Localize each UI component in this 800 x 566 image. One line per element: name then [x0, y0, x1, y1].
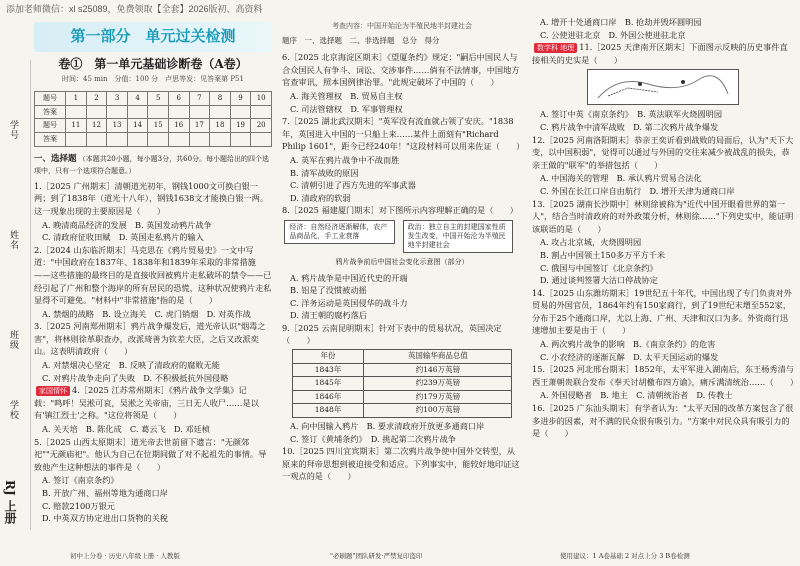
paper-meta: 时间：45 min 分值：100 分 卢思等发：见答案第 P51 [62, 74, 244, 83]
map-icon [588, 70, 738, 104]
table-header: 英国输华商品总值 [364, 350, 512, 364]
trade-table [292, 349, 513, 418]
grid-label: 答案 [35, 105, 66, 119]
footer-right: 使用建议：1 A卷基础 2 对点上分 3 B卷检测 [560, 552, 690, 560]
question-11: 数学科 地理 11.［2025 天津南开区期末］下面图示反映的历史事件直接相关的史实是（ ） [532, 42, 788, 65]
table-row: 1843年 约146万英镑 [292, 363, 512, 377]
options-13: A. 攻占北京城，火烧圆明园 B. 割占中国领土150多万平方千米 C. 俄国与中国签订《北京条约》 D. 通过谈判签署大沽口停战协定 [540, 237, 666, 286]
grid-label: 题号 [35, 119, 66, 133]
options-9: A. 向中国输入鸦片 B. 要求清政府开放更多通商口岸 C. 签订《黄埔条约》 D. 挑起第二次鸦片战争 [290, 421, 485, 444]
class-label: 班级 [8, 330, 18, 350]
column-3 [532, 16, 799, 441]
question-15: 15.［2025 河北邢台期末］1852年，太平军进入湖南后，东王杨秀清与西王萧朝贵联合发布《奉天讨胡檄布四方谕》，痛斥满清统治……（ ） [532, 364, 799, 387]
figure-box-politics: 政治：独立自主的封建国家性质发生改变，中国开始沦为半殖民地半封建社会 [403, 220, 514, 253]
options-7: A. 英军在鸦片战争中不战而胜 B. 清军战败的原因 C. 清朝引进了西方先进的军事武器 D. 清政府的软弱 [290, 154, 416, 203]
question-8: 8.［2025 福建厦门期末］对下图所示内容理解正确的是（ ） [282, 205, 518, 216]
options-4: A. 关天培 B. 陈化成 C. 葛云飞 D. 邓廷桢 [42, 424, 210, 435]
figure-caption: 鸦片战争前后中国社会变化示意图（部分） [335, 257, 469, 266]
tag-badge: 家国情怀 [36, 386, 70, 396]
topic-band: 考查内容：中国开始沦为半殖民地半封建社会 [332, 22, 472, 30]
question-5: 5.［2025 山西太原期末］道光帝去世前留下遗言："无颜郊祀""无颜庙祀"。他认为自己在位期间做了对不起祖先的事情。导致他产生这种想法的事件是（ ） [34, 436, 267, 472]
table-row: 1846年 约179万英镑 [292, 390, 512, 404]
table-row: 1848年 约100万英镑 [292, 404, 512, 418]
question-13: 13.［2025 湖南长沙期中］林则徐被称为"近代中国开眼看世界的第一人"，结合当时清政府的对外政策分析，林则徐……"下列史实中，能证明该联语的是（ ） [532, 198, 794, 234]
options-5: A. 签订《南京条约》 B. 开放广州、福州等地为通商口岸 C. 赔款2100万银元 D. 中英双方协定进出口货物的关税 [42, 475, 169, 524]
footer-center: "必刷题"团队研发·严禁复印盗印 [330, 552, 423, 560]
column-1 [34, 16, 272, 525]
score-box: 题序 一、选择题 二、非选择题 总分 得分 [282, 35, 440, 45]
question-9: 9.［2025 云南昆明期末］针对下表中的贸易状况，英国决定（ ） [282, 322, 502, 346]
question-3: 3.［2025 河南郑州期末］鸦片战争爆发后，道光帝认识"烟毒之害"，将林则徐革职查办，改派琦善为钦差大臣，之后又改派奕山。这表明清政府（ ） [34, 321, 266, 357]
options-3: A. 对禁烟决心坚定 B. 反映了清政府的腐败无能 C. 对鸦片战争走向了失败 D. 不积极抵抗外国侵略 [42, 360, 229, 383]
name-label: 姓名 [8, 230, 18, 250]
options-2: A. 禁烟的战略 B. 设立海关 C. 虎门销烟 D. 对英作战 [42, 308, 251, 319]
question-2: 2.［2024 山东临沂期末］马克思在《鸦片贸易史》一文中写道："中国政府在1837年、1838年和1839年采取的非常措施——这些措施的最终目的是直接收回被鸦片走私破坏的禁令——已经引起了广州和整个海岸的所有居民的恐慌，这种状况使鸦片走私显得不可避免。"材料中"非常措施"指的是（ ） [34, 244, 272, 306]
options-6: A. 海关管理权 B. 贸易自主权 C. 司法管辖权 D. 军事管理权 [290, 90, 403, 114]
question-16: 16.［2025 广东汕头期末］有学者认为："太平天国的改革方案包含了很多进步的因素，对不满的民众很有吸引力。"方案中对民众具有吸引力的是（ ） [532, 403, 794, 439]
table-row: 1845年 约239万英镑 [292, 377, 512, 391]
question-1: 1.［2025 广州期末］清朝道光初年，钢钱1000文可换白银一两；到了1838年（道光十八年），钢钱1638文才能换白银一两。这一现象出现的主要原因是（ ） [34, 180, 269, 216]
question-8-figure [282, 218, 522, 255]
question-12: 12.［2025 河南洛阳期末］恭亲王奕䜣看到战败的局面后，认为"天下大变，以中国积弱"，觉得可以通过与外国的交往来减少被战乱的损失，恭亲王做的"联军"的举措包括（ ） [532, 134, 794, 170]
options-11: A. 签订中英《南京条约》 B. 英法联军火烧圆明园 C. 鸦片战争中清军战败 D. 第二次鸦片战争爆发 [540, 109, 723, 132]
question-6: 6.［2025 北京海淀区期末］《望厦条约》规定："嗣后中国民人与合众国民人有争斗、词讼、交涉事件……倘有不法情事，中国地方官查审讯，照本国例律治罪。"此规定破坏了中国的（ ） [282, 52, 520, 88]
map-figure [587, 69, 739, 105]
options-14: A. 两次鸦片战争的影响 B.《南京条约》的危害 C. 小农经济的逐渐瓦解 D. 太平天国运动的爆发 [540, 339, 719, 362]
question-10: 10.［2025 四川宜宾期末］第二次鸦片战争使中国外交转型，从原来的拜帝思想到被迫接受和适应。下列事实中，能较好地印证这一观点的是（ ） [282, 446, 520, 482]
answer-grid: 题号 1 2 3 4 5 6 7 8 9 10 答案 题号 11 12 13 14 15 16 17 18 19 20 答案 [34, 91, 272, 146]
book-tag: RJ 上册 [3, 480, 17, 524]
watermark: 添加老师微信：xl s25089，免费领取【全套】2026版初、高资料 [6, 4, 263, 14]
options-8: A. 鸦片战争是中国近代史的开端 B. 铝是了没惯被动摇 C. 洋务运动是英国侵华的战斗力 D. 清王朝的腐朽落后 [290, 272, 408, 321]
side-strip [0, 60, 31, 530]
part-heading: 第一部分 单元过关检测 [34, 22, 272, 52]
table-header: 年份 [292, 350, 364, 364]
question-7: 7.［2025 湖北武汉期末］"英军没有流血就占领了安庆。"1838年，英国进入中国的一只船上来……某件上面刻有"Richard Philip 1601"，距今已经240年！"这段材料可以用来佐证（ ） [282, 116, 525, 152]
grid-label: 答案 [35, 132, 66, 146]
section-heading: 一、选择题 （本题共20小题，每小题3分，共60分。每小题给出的四个选项中，只有一个选项符合题意。） [34, 153, 270, 176]
grid-label: 题号 [35, 92, 66, 106]
school-label: 学校 [8, 400, 18, 420]
paper-title: 卷① 第一单元基础诊断卷（A卷） [58, 57, 248, 71]
student-id-label: 学号 [8, 120, 18, 140]
options-12: A. 中国海关的管理 B. 承认鸦片贸易合法化 C. 外国在长江口岸自由航行 D. 增开天津为通商口岸 [540, 173, 735, 196]
column-2 [282, 16, 525, 484]
options-15: A. 外国侵略者 B. 地主 C. 清朝统治者 D. 传教士 [540, 390, 733, 401]
options-10: A. 增开十处通商口岸 B. 抢劫并毁坏圆明园 C. 公使进驻北京 D. 外国公使进驻北京 [540, 17, 702, 40]
tag-badge: 数学科 地理 [534, 43, 577, 53]
question-4: 家国情怀 4.［2025 江苏常州期末］《鸦片战争文学集》记载："鸣呼！吴淞可哀，吴淞之关帝庙，三日无人收尸……是以有'镇江烈士'之称。"这位将领是（ ） [34, 385, 259, 421]
footer-left: 初中上分卷 · 历史八年级上册 · 人教版 [70, 552, 180, 560]
figure-box-economy: 经济：自然经济逐渐解体，农产品商品化，手工业衰落 [284, 220, 395, 244]
question-14: 14.［2025 山东潍坊期末］19世纪五十年代，中国出现了专门负责对外贸易的外国官员，1864年约有150家商行，到了19世纪末增至552家，分布于25个通商口岸，尤以上海、广州、天津和汉口为多。外资商行迅速增加主要是由于（ ） [532, 287, 792, 336]
options-1: A. 晚清商品经济的发展 B. 英国发动鸦片战争 C. 清政府征收田赋 D. 英国走私鸦片的输入 [42, 219, 212, 243]
